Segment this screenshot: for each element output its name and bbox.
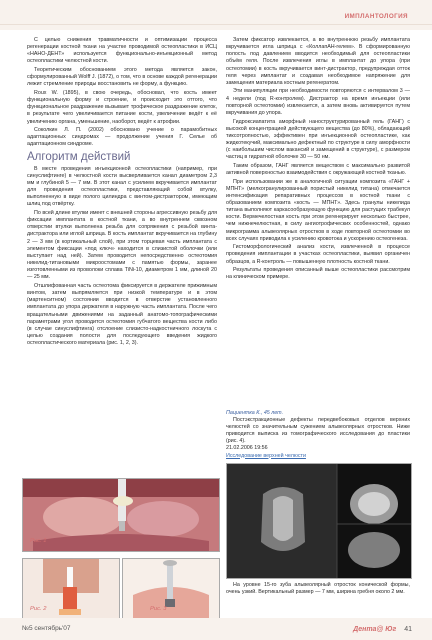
paragraph: Результаты проведения описанный выше остеопластики рассмотрим на клиническом примере. [226, 267, 410, 281]
paragraph: В месте проведения инъекционной остеопластики (например, при синуслифтинге) в челюстной кости высверливается канал диаметром 2,3 мм и глубиной 5 — 7 мм. В этот канал с усилием вкручивается имплантат для проведения остеопластики, представляющий собой втулку, выполненную в виде полого цилиндра с винтом-дистрактором, имеющим шлиц под отвёртку. [27, 165, 217, 208]
figure-1-caption: Рис. 1 [30, 538, 47, 544]
scan-date: 21.02.2006 19:56 [226, 445, 268, 452]
research-link[interactable]: Исследование верхней челюсти [226, 452, 306, 459]
ct-description [226, 582, 410, 596]
paragraph: По всей длине втулки имеет с внешней стороны агрессивную резьбу для фиксации имплантата в костной ткани, а во внутреннем сквозном отверстии втулки выполнена резьба для сопряжения с резьбой винта-дистрактора или иглой шприца. В кость имплантат вкручивается на глубину 2 — 3 мм (в кортикальный слой), при этом торцевая часть имплантата с элементом фиксации «под ключ» находится в слизистой оболочки (или выступает над ней). Затем проводится непосредственно остеотомия никелид-титановыми микроостомами с памятью формы, заранее изготовленными из проволоки сплава TiNi-10, диаметром 1 мм, длиной 20 — 25 мм. [27, 210, 217, 281]
paragraph: Соколкин Л. П. (2002) обосновано учение о парамобитных адаптационных синдромах — продолжение учения Г. Селье об адаптационном синдроме. [27, 127, 217, 148]
paragraph: Эти манипуляции при необходимости повторяются с интервалом 3 — 4 недели (под R-контролем). Дистрактор на время инъекции (или повторной остеотомии) извлекается, а затем вновь активируется путем вкручивания до упора. [226, 88, 410, 116]
page-number: 41 [404, 626, 412, 633]
paragraph: Гидроксиапатита аморфный наноструктурированный гель (ГАНГ) с высокой концентрацией действующего вещества (до 80%), обладающий тиксотропностью, эффективен при инъекционной остеопластике, как жидкотекучий, максимально дефектный по структуре в силу аморфности (с наибольшим числом вакансий и замещений в структуре), с размером частиц в гидратной оболочке 30 — 50 нм. [226, 118, 410, 161]
issue-label: №5 сентябрь'07 [22, 625, 71, 632]
figure-2-caption: Рис. 2 [30, 606, 47, 612]
left-column [27, 37, 217, 349]
paragraph: Roux W. (1895), в свою очередь, обосновал, что кость имеет функциональную форму и строение, и происходит это оттого, что функциональное раздражение вызывает трофическое раздражение клеток, в результате чего увеличивается питание кости, увеличение ведёт к её увеличению органа, уменьшение, наоборот, ведёт к атрофии. [27, 89, 217, 125]
figure-1-image [22, 478, 220, 552]
section-label: ИМПЛАНТОЛОГИЯ [344, 13, 408, 20]
paragraph: Таким образом, ГАНГ является веществом с максимально развитой активной поверхностью взаимодействия с окружающей костной тканью. [226, 162, 410, 176]
ct-scan-image [226, 463, 412, 579]
patient-label: Пациентка К., 45 лет. [226, 410, 284, 416]
right-column [226, 37, 410, 283]
paragraph: Теоретическим обоснованием этого метода является закон, сформулированный Wolff J. (1872), о том, что в основе каждой регенерации лежит стремление природы восстановить не форму, а функцию. [27, 67, 217, 88]
ct-findings-text: На уровне 15-го зуба альвеолярный отросток конической формы, очень узкий. Вертикальный размер — 7 мм, ширина гребня около 2 мм. [226, 582, 410, 596]
figure-3-caption: Рис. 3 [150, 606, 167, 612]
journal-name: Дента@ Юг [353, 626, 397, 633]
case-description: Постэкстракционные дефекты передвебоковых отделов верхних челюстей со значительным сужением альвеолярных отростков. Ниже приводится выписка из томографического исследования до пластики (рис. 4). [226, 417, 410, 445]
header-divider [0, 24, 432, 25]
section-heading: Алгоритм действий [27, 150, 131, 163]
paragraph: Затем фиксатор извлекается, а во внутреннюю резьбу имплантата вкручивается игла шприца с «КоллапАН-гелем». В сформированную полость под давлением вводится необходимый для остеопластики объём геля. После извлечения иглы в имплантат до упора (при остеотомии) в кость вкручивается винт-дистрактор, предупреждая отток геля через имплантат и создавая необходимое напряжение для замещения материала костным регенератом. [226, 37, 410, 86]
figure-3-image [122, 558, 220, 620]
paragraph: Отшлифованная часть остеотома фиксируется в держателе прижимным винтом, затем выпрямляется при низкой температуре и в этом (мартенситном) состоянии вводится в отверстие установленного имплантата до упора держателя в наружную часть имплантата. После чего вращательными движениями на заданный анатомо-топографическими параметрами угол проводится остеотомия губчатого вещества кости либо (в случае синуслифтинга) отслоение слизисто-надкостничного лоскута с целью создания полости для последующего введения жидкого остеопластического материала (рис. 1, 2, 3). [27, 282, 217, 347]
paragraph: Гистоморфологический анализ кости, извлеченной в процессе проведения имплантации в участках остеопластики, выявил органичен образцов, а R-контроль — повышенную плотность костной ткани. [226, 244, 410, 265]
paragraph: С целью снижения травматичности и оптимизации процесса регенерации костной ткани на участке проводимой остеопластики в ИСЦ «НАНО-ДЕНТ» используется функционально-инъекционный метод остеопластики челюстной кости. [27, 37, 217, 65]
paragraph: При использовании же в аналогичной ситуации композита «ГАНГ + МПНТ» (мелкогранулированный пористый никелид титана) отмечается интенсификация репаративных процессов в костной ткани с образованием композита «кость — МПНТ». Здесь гранулы никелида титана выполняют каркасообразующую функцию для растущих трабекул кости. Вермечелостная кость при этом регенерирует несколько быстрее, чем нижнечелюстная, в силу ангиотрофических особенностей, однако микрограмма альвеолярных отростков в ходе повторной остеотомии во всех случаях приводила к усилению кровотока и ускорению остеогенеза. [226, 178, 410, 242]
footer-right [353, 626, 412, 633]
clinical-case-block [226, 410, 410, 460]
